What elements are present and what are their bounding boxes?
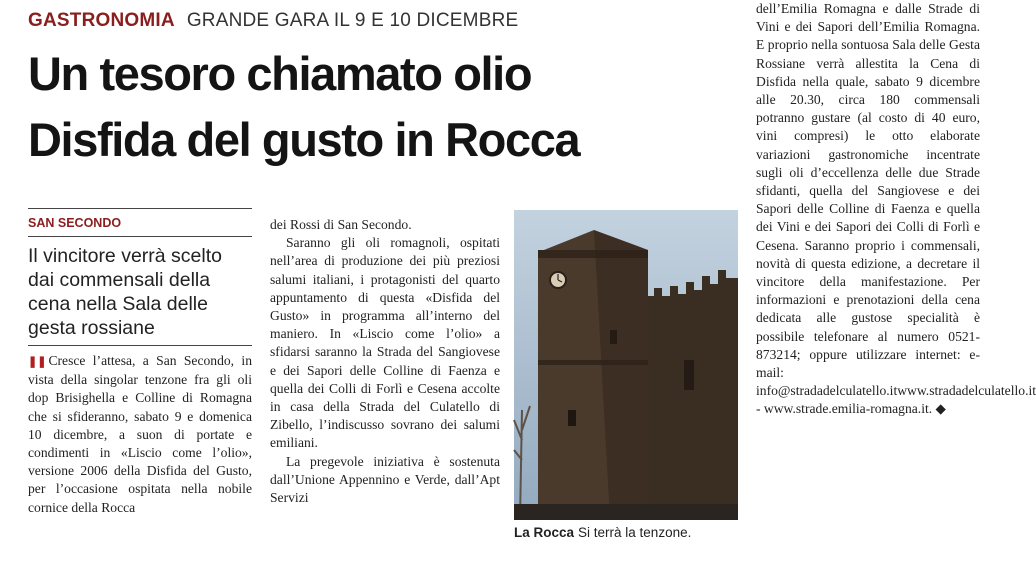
headline-line-1: Un tesoro chiamato olio	[28, 47, 532, 100]
column-1-text: Cresce l’attesa, a San Secondo, in vista della singolar tenzone fra gli oli dop Brisighella e Colline di Romagna che si sfideranno, sabato 9 e domenica 10 dicembre, a suon di portate e condimenti in «Liscio come l’olio», versione 2006 della Disfida del Gusto, per l’occasione ospitata nella nobile cornice della Rocca	[28, 353, 252, 515]
castle-tower-image	[514, 210, 738, 520]
body-column-3	[756, 0, 1036, 419]
column-2-paragraph-1: dei Rossi di San Secondo.	[270, 217, 412, 232]
section-label: GASTRONOMIA	[28, 10, 175, 31]
column-2-paragraph-2: Saranno gli oli romagnoli, ospitati nell’area di produzione dei più preziosi salumi italiani, i protagonisti del quarto appuntamento di questa «Disfida del Gusto» in programma all’interno del maniero. In «Liscio come l’olio» a sfidarsi saranno la Strada del Sangiovese e dei Sapori delle Colline di Faenza e quella dei Colli di Forlì e Cesena accolte in casa della Strada del Culatello di Zibello, l’indiscusso sovrano dei salumi emiliani.	[270, 235, 500, 451]
locality-label: SAN SECONDO	[28, 216, 122, 230]
body-column-2	[270, 216, 500, 507]
locality-top-rule	[28, 208, 252, 209]
deck-bottom-rule	[28, 345, 252, 346]
headline-line-2: Disfida del gusto in Rocca	[28, 113, 580, 166]
locality-bottom-rule	[28, 236, 252, 237]
rocca-photo	[514, 210, 738, 520]
caption-lead: La Rocca	[514, 525, 575, 540]
paragraph-marker-icon: ❚❚	[28, 356, 47, 368]
deck-subtitle: Il vincitore verrà scelto dai commensali della cena nella Sala delle gesta rossiane	[28, 245, 222, 339]
column-2-paragraph-3: La pregevole iniziativa è sostenuta dall’Unione Appennino e Verde, dall’Apt Servizi	[270, 453, 500, 506]
column-3-text: dell’Emilia Romagna e dalle Strade di Vini e dei Sapori dell’Emilia Romagna. E proprio nella sontuosa Sala delle Gesta Rossiane verrà allestita la Cena di Disfida nella quale, sabato 9 dicembre alle 20.30, circa 180 commensali potranno gustare (al costo di 40 euro, vini compresi) le otto elaborate variazioni gastronomiche incentrate sugli oli d’eccellenza delle due Strade sfidanti, quella del Sangiovese e dei Sapori delle Colline di Faenza e quella dei Vini e dei Sapori dei Colli di Forlì e Cesena. Saranno proprio i commensali, novità di questa edizione, a decretare il vincitore della manifestazione. Per informazioni e prenotazioni della cena dedicata alle gustose specialità è possibile telefonare al numero 0521-873214; oppure utilizzare internet: e-mail: info@stradadelculatello.itwww.stradadelculatello.it - www.strade.emilia-romagna.it. ◆	[756, 1, 1036, 417]
body-column-1	[28, 352, 252, 517]
article-kicker	[28, 10, 518, 32]
photo-caption	[514, 525, 744, 540]
event-kicker: GRANDE GARA IL 9 E 10 DICEMBRE	[186, 10, 519, 31]
caption-text: Si terrà la tenzone.	[578, 525, 692, 540]
